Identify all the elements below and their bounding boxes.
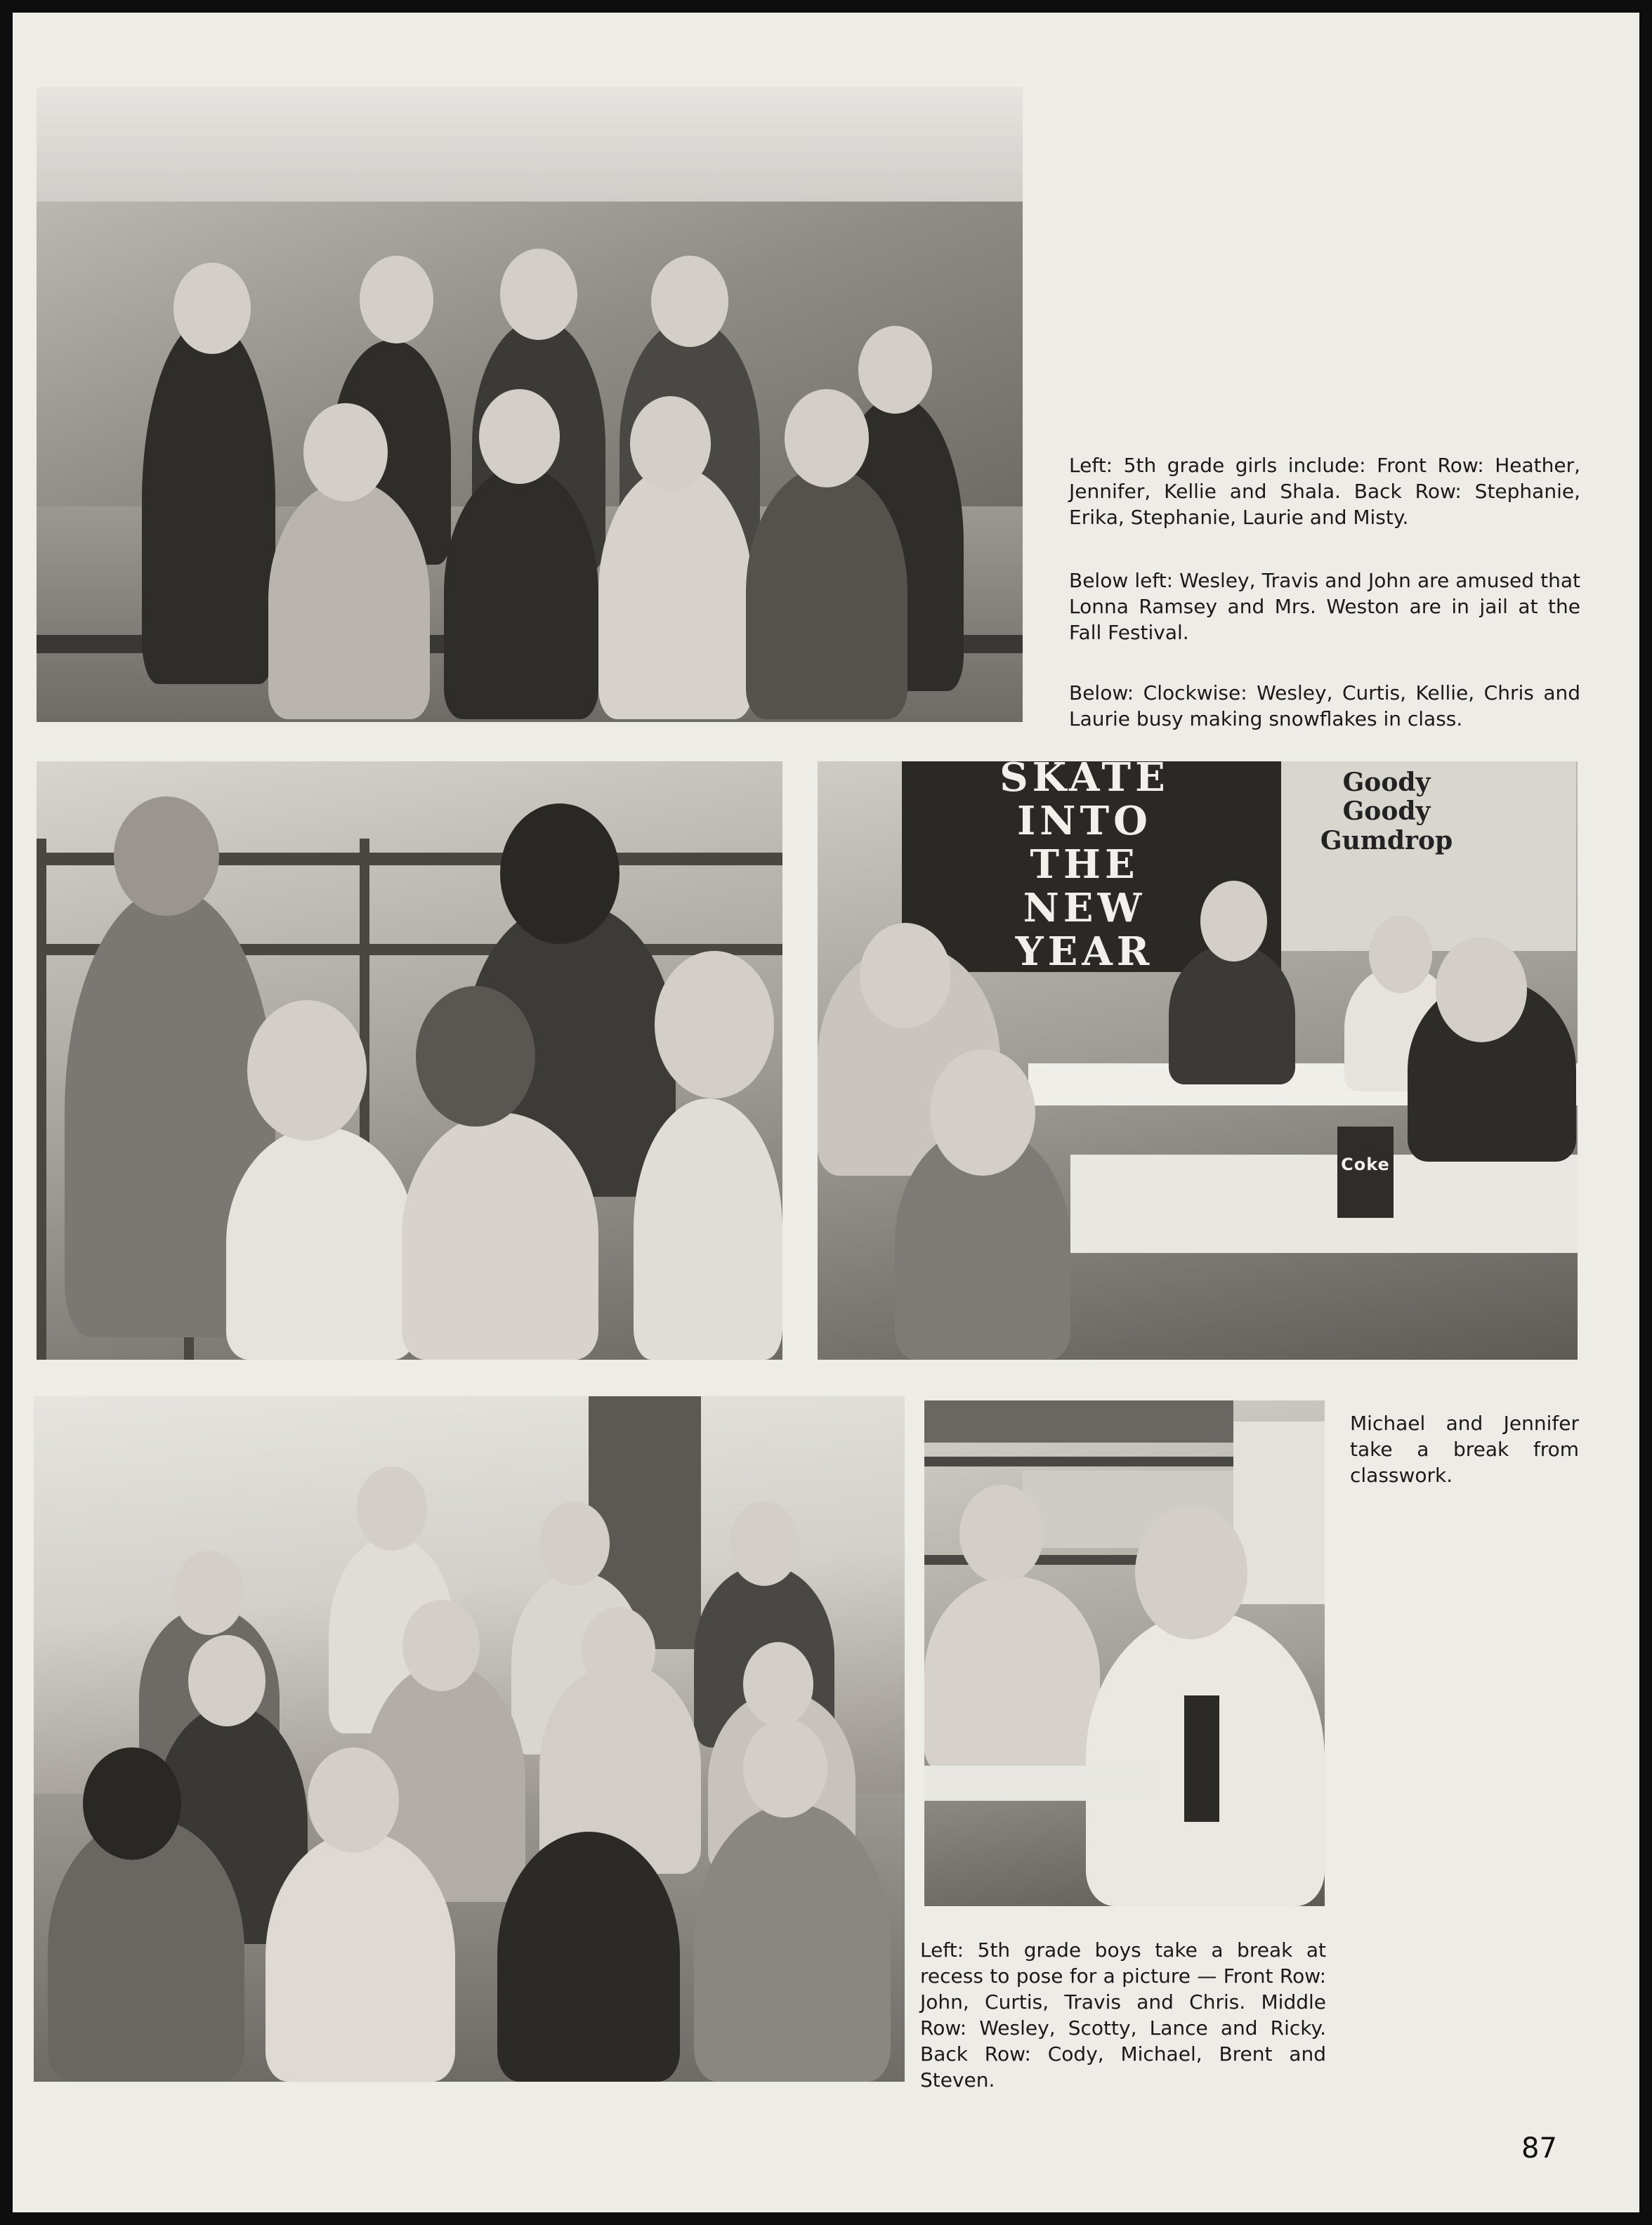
photo-snowflakes-class (818, 761, 1578, 1360)
bulletin-board-gumdrop: Goody Goody Gumdrop (1320, 768, 1453, 855)
caption-girls: Left: 5th grade girls include: Front Row: Heather, Jennifer, Kellie and Shala. Back Row: Stephanie, Erika, Stephanie, Laurie and Misty. (1069, 454, 1580, 529)
photo-classwork-break (924, 1400, 1325, 1906)
page-number: 87 (1521, 2132, 1557, 2165)
yearbook-page (13, 13, 1639, 2212)
caption-classwork-break: Michael and Jennifer take a break from classwork. (1350, 1412, 1579, 1487)
caption-snowflakes: Below: Clockwise: Wesley, Curtis, Kellie, Chris and Laurie busy making snowflakes in class. (1069, 681, 1580, 730)
caption-jail: Below left: Wesley, Travis and John are amused that Lonna Ramsey and Mrs. Weston are in jail at the Fall Festival. (1069, 569, 1580, 644)
photo-boys (34, 1396, 905, 2082)
photo-girls (37, 87, 1023, 722)
cup-label: Coke (1341, 1155, 1390, 1174)
bleed-through-text (1165, 90, 1179, 142)
caption-boys: Left: 5th grade boys take a break at recess to pose for a picture — Front Row: John, Curtis, Travis and Chris. Middle Row: Wesley, Scotty, Lance and Ricky. Back Row: Cody, Michael, Brent and Steven. (920, 1938, 1326, 2092)
bulletin-board-text: SKATE INTO THE NEW YEAR (999, 761, 1169, 975)
photo-fall-festival-jail (37, 761, 782, 1360)
